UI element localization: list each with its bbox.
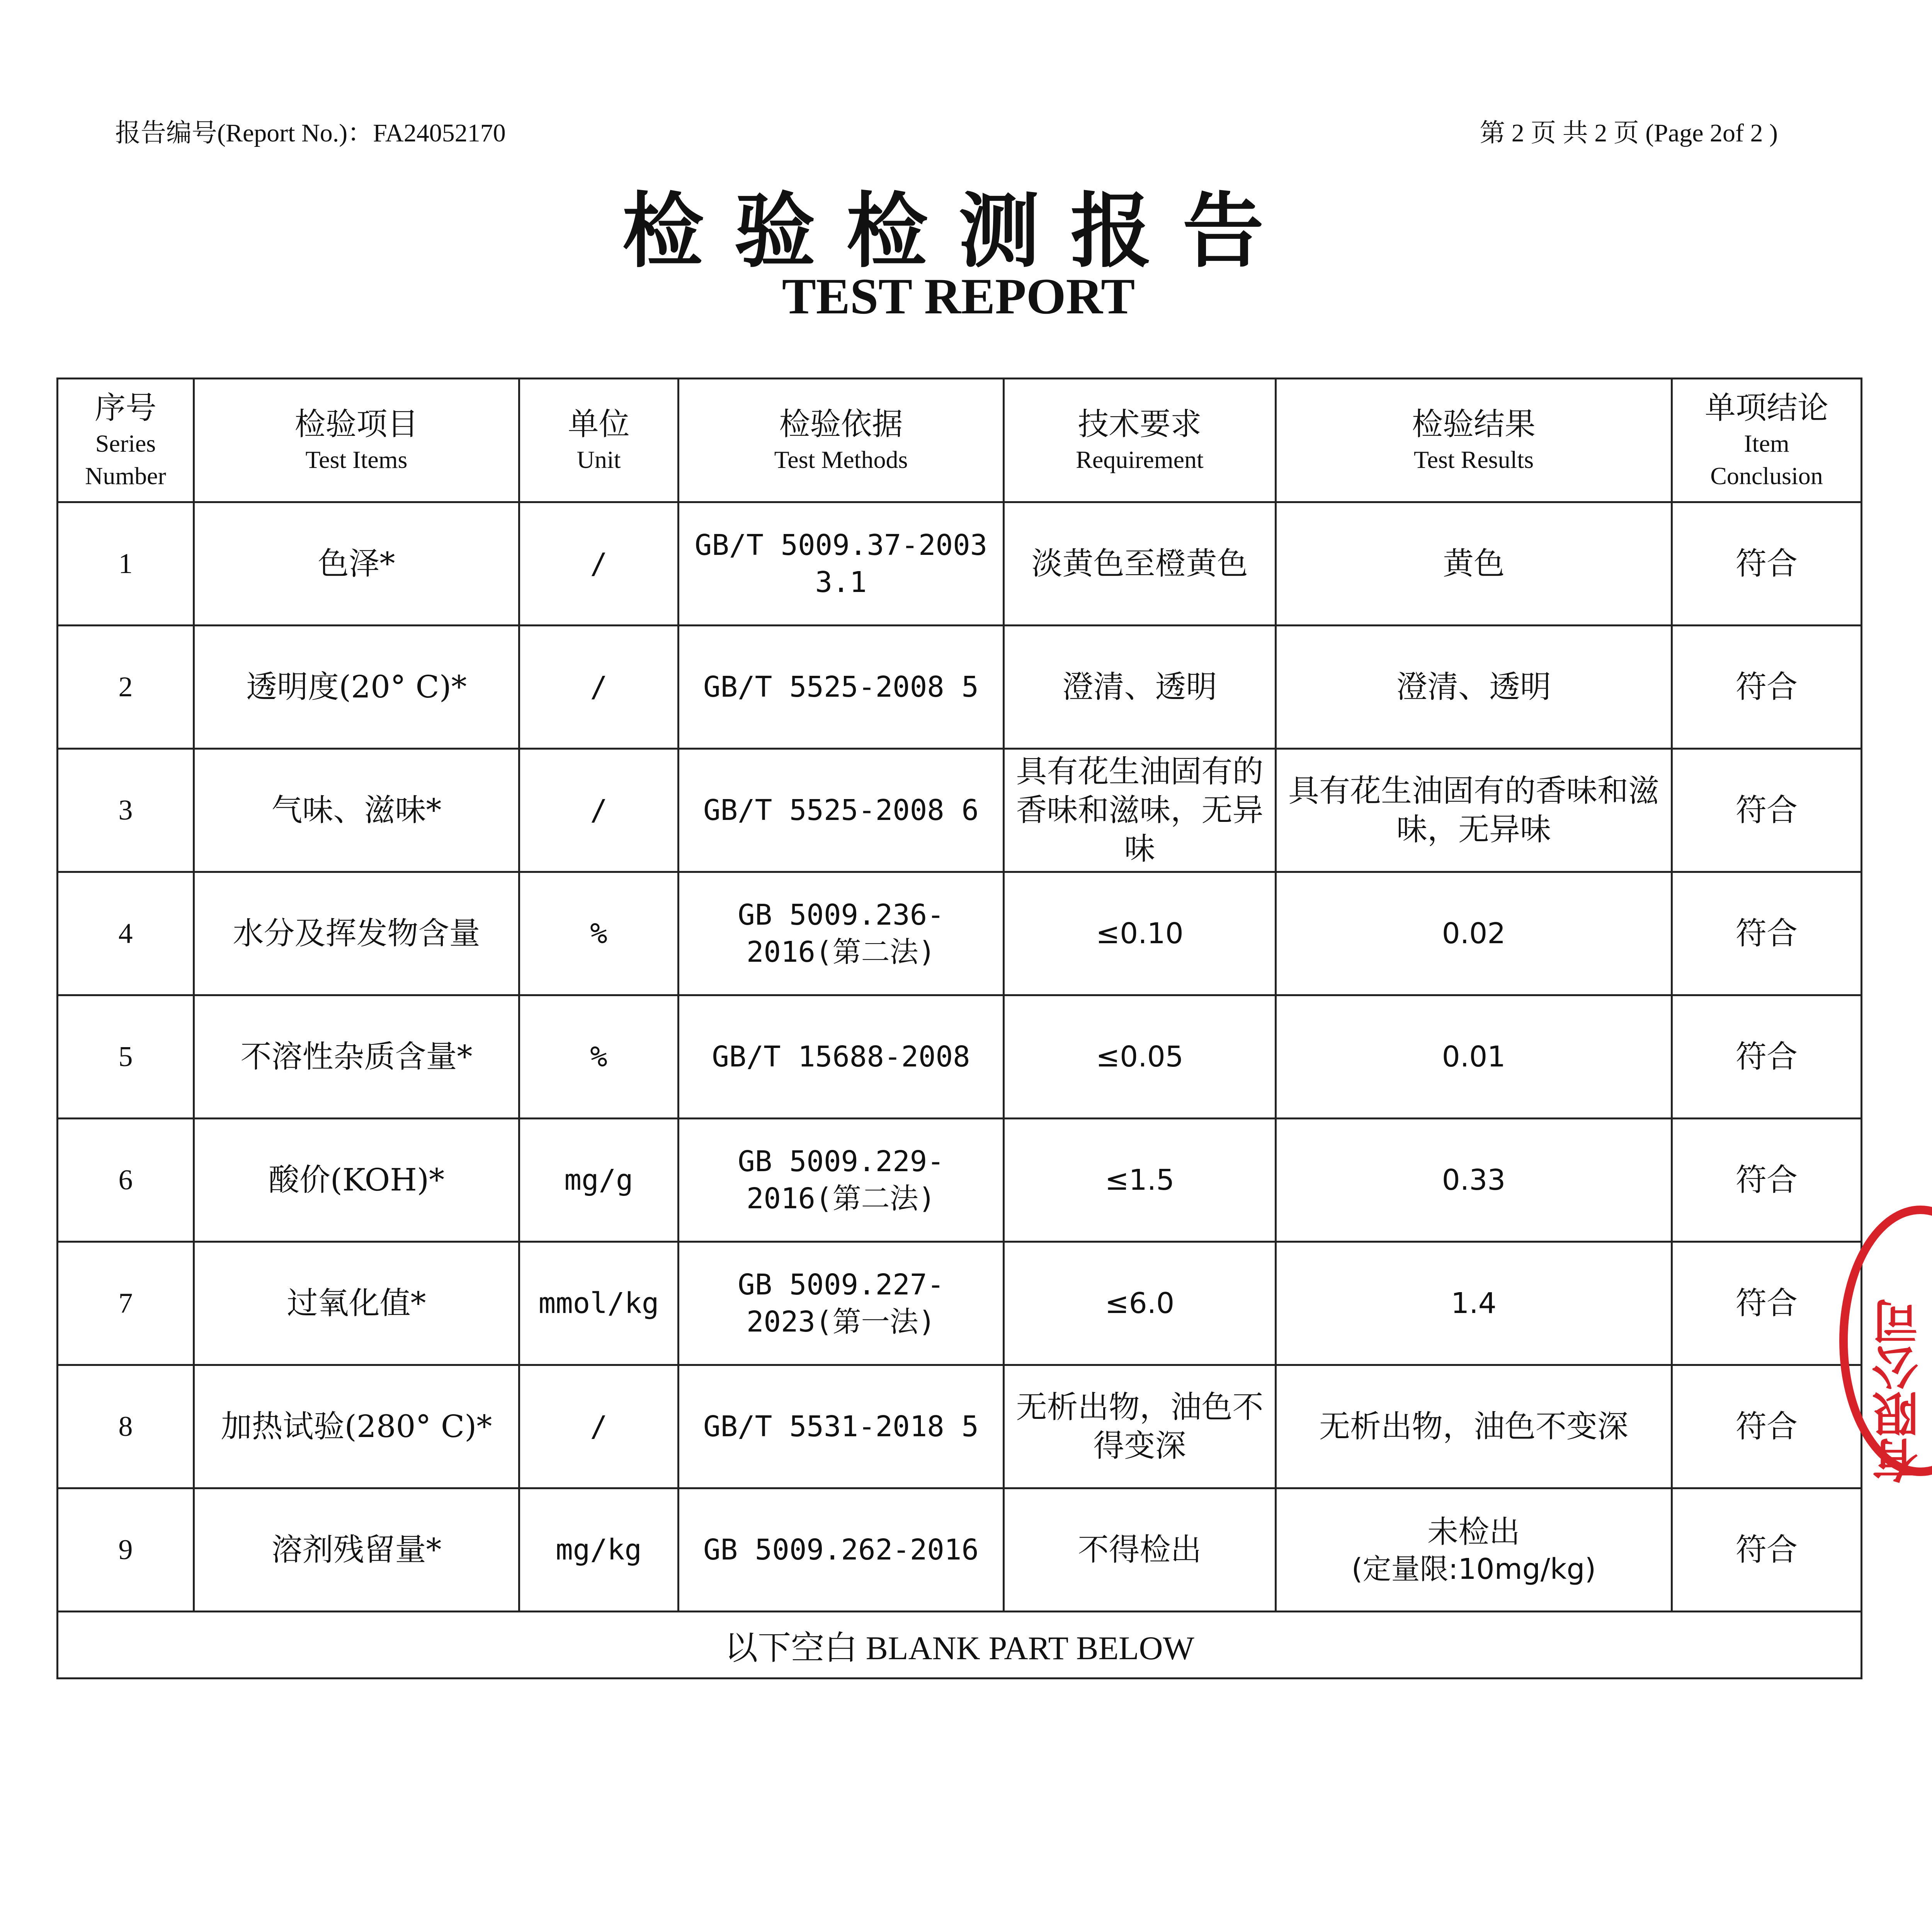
- test-item: 过氧化值*: [194, 1242, 519, 1365]
- test-result-value: 未检出: [1427, 1514, 1520, 1550]
- test-method: GB/T 5531-2018 5: [679, 1365, 1004, 1488]
- item-conclusion: 符合: [1672, 872, 1862, 995]
- test-result: 澄清、透明: [1276, 626, 1672, 749]
- test-method: GB/T 5525-2008 5: [679, 626, 1004, 749]
- col-header-series: 序号 Series Number: [58, 379, 194, 502]
- series-number: 5: [58, 995, 194, 1119]
- series-number: 3: [58, 749, 194, 872]
- test-item: 不溶性杂质含量*: [194, 995, 519, 1119]
- test-item: 色泽*: [194, 502, 519, 626]
- requirement: ≤0.10: [1004, 872, 1276, 995]
- unit: mg/kg: [519, 1488, 679, 1612]
- requirement: 具有花生油固有的香味和滋味，无异味: [1004, 749, 1276, 872]
- test-item: 透明度(20° C)*: [194, 626, 519, 749]
- item-conclusion: 符合: [1672, 1242, 1862, 1365]
- seal-text: 有限公司: [1872, 1298, 1926, 1484]
- item-conclusion: 符合: [1672, 749, 1862, 872]
- table-row: [58, 502, 1862, 626]
- series-number: 1: [58, 502, 194, 626]
- test-result: 具有花生油固有的香味和滋味，无异味: [1276, 749, 1672, 872]
- table-row: [58, 749, 1862, 872]
- unit: %: [519, 995, 679, 1119]
- series-number: 2: [58, 626, 194, 749]
- unit: %: [519, 872, 679, 995]
- page-indicator: 第 2 页 共 2 页 (Page 2of 2 ): [1480, 119, 1778, 147]
- requirement: 不得检出: [1004, 1488, 1276, 1612]
- blank-part-below: 以下空白 BLANK PART BELOW: [58, 1612, 1862, 1679]
- item-conclusion: 符合: [1672, 995, 1862, 1119]
- col-header-requirement: 技术要求 Requirement: [1004, 379, 1276, 502]
- table-header-row: [58, 379, 1862, 502]
- series-number: 4: [58, 872, 194, 995]
- series-number: 8: [58, 1365, 194, 1488]
- table-row: [58, 1119, 1862, 1242]
- series-number: 6: [58, 1119, 194, 1242]
- test-item: 酸价(KOH)*: [194, 1119, 519, 1242]
- test-method: GB/T 5525-2008 6: [679, 749, 1004, 872]
- item-conclusion: 符合: [1672, 1119, 1862, 1242]
- col-header-test-items: 检验项目 Test Items: [194, 379, 519, 502]
- col-header-conclusion: 单项结论 Item Conclusion: [1672, 379, 1862, 502]
- item-conclusion: 符合: [1672, 502, 1862, 626]
- test-result: [1276, 1488, 1672, 1612]
- test-result: 0.02: [1276, 872, 1672, 995]
- unit: /: [519, 749, 679, 872]
- test-item: 加热试验(280° C)*: [194, 1365, 519, 1488]
- col-header-test-methods: 检验依据 Test Methods: [679, 379, 1004, 502]
- test-method: GB 5009.227-2023(第一法): [679, 1242, 1004, 1365]
- requirement: 澄清、透明: [1004, 626, 1276, 749]
- test-result: 1.4: [1276, 1242, 1672, 1365]
- quantitation-limit-note: (定量限:10mg/kg): [1351, 1552, 1596, 1586]
- unit: /: [519, 626, 679, 749]
- item-conclusion: 符合: [1672, 1365, 1862, 1488]
- test-method: GB 5009.236-2016(第二法): [679, 872, 1004, 995]
- series-number: 7: [58, 1242, 194, 1365]
- table-row: [58, 1242, 1862, 1365]
- unit: mg/g: [519, 1119, 679, 1242]
- table-row: [58, 872, 1862, 995]
- test-method: GB 5009.229-2016(第二法): [679, 1119, 1004, 1242]
- test-result: 黄色: [1276, 502, 1672, 626]
- test-item: 溶剂残留量*: [194, 1488, 519, 1612]
- unit: /: [519, 502, 679, 626]
- table-row: [58, 1488, 1862, 1612]
- table-row: [58, 626, 1862, 749]
- requirement: ≤1.5: [1004, 1119, 1276, 1242]
- item-conclusion: 符合: [1672, 626, 1862, 749]
- table-row: [58, 995, 1862, 1119]
- test-result: 0.01: [1276, 995, 1672, 1119]
- table-row: [58, 1365, 1862, 1488]
- requirement: ≤6.0: [1004, 1242, 1276, 1365]
- title-chinese: 检验检测报告: [622, 183, 1295, 279]
- test-method: GB 5009.262-2016: [679, 1488, 1004, 1612]
- requirement: 淡黄色至橙黄色: [1004, 502, 1276, 626]
- report-number: 报告编号(Report No.)：FA24052170: [115, 119, 506, 147]
- title-english: TEST REPORT: [782, 268, 1135, 325]
- unit: /: [519, 1365, 679, 1488]
- test-item: 气味、滋味*: [194, 749, 519, 872]
- requirement: 无析出物，油色不得变深: [1004, 1365, 1276, 1488]
- test-method: GB/T 15688-2008: [679, 995, 1004, 1119]
- col-header-test-results: 检验结果 Test Results: [1276, 379, 1672, 502]
- test-result: 无析出物，油色不变深: [1276, 1365, 1672, 1488]
- unit: mmol/kg: [519, 1242, 679, 1365]
- test-method: GB/T 5009.37-2003 3.1: [679, 502, 1004, 626]
- test-item: 水分及挥发物含量: [194, 872, 519, 995]
- series-number: 9: [58, 1488, 194, 1612]
- requirement: ≤0.05: [1004, 995, 1276, 1119]
- test-result: 0.33: [1276, 1119, 1672, 1242]
- col-header-unit: 单位 Unit: [519, 379, 679, 502]
- test-results-table: [56, 378, 1862, 1679]
- item-conclusion: 符合: [1672, 1488, 1862, 1612]
